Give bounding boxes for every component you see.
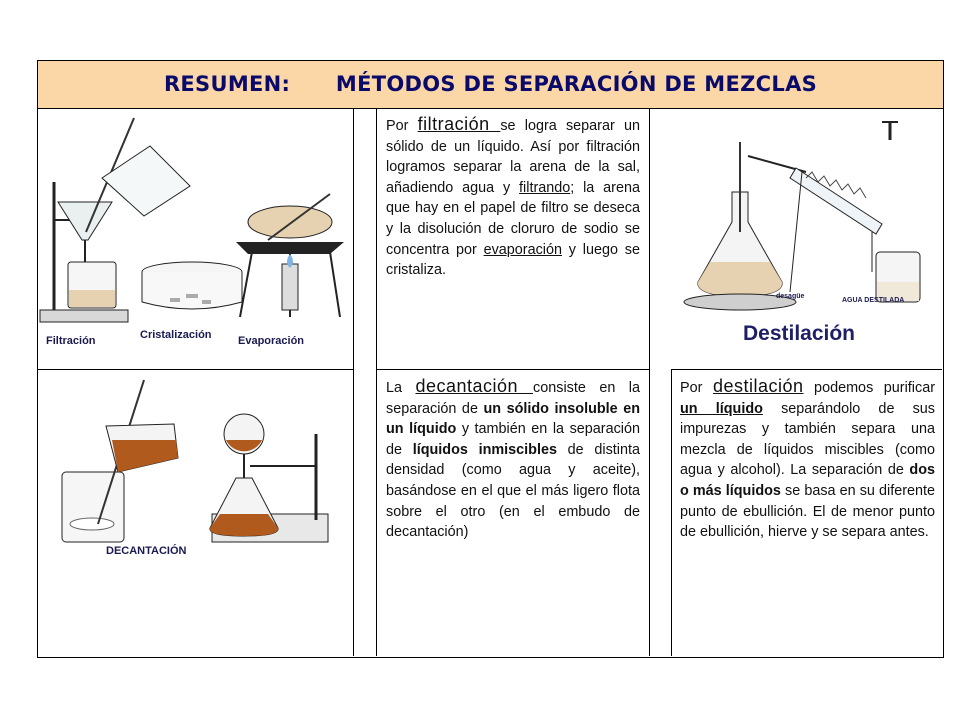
grid-line <box>649 370 650 656</box>
distillation-text <box>680 376 935 543</box>
pouring-beaker <box>102 146 190 216</box>
underlined-evaporacion: evaporación <box>483 241 562 258</box>
filtration-crystallization-evaporation-illustration <box>40 112 350 367</box>
grid-line <box>353 108 354 656</box>
bold-run: un sólido insoluble en un líquido <box>386 400 640 438</box>
grid-line <box>671 369 942 370</box>
condenser <box>790 168 882 234</box>
text-run: y también en la separación de <box>386 421 640 458</box>
keyword-destilacion: destilación <box>712 376 804 396</box>
evaporating-dish <box>248 206 332 238</box>
title-main: MÉTODOS DE SEPARACIÓN DE MEZCLAS <box>335 72 818 96</box>
label-decantacion: DECANTACIÓN <box>106 545 187 557</box>
grid-line <box>37 369 353 370</box>
distillation-illustration <box>676 112 940 320</box>
bold-run: un líquido <box>680 400 763 417</box>
text-run: podemos purificar <box>803 380 935 396</box>
keyword-decantacion: decantación <box>415 376 534 396</box>
text-run: Por <box>680 380 713 396</box>
distillation-title: Destilación <box>742 322 856 345</box>
wire-gauze <box>236 242 344 254</box>
text-run: de distinta densidad (como agua y aceite), basándose en el que el más ligero flota sobre el otro (en el embudo de decantación) <box>386 441 640 541</box>
crystal <box>170 298 180 302</box>
decantation-beaker <box>62 472 124 542</box>
bold-run: dos o más líquidos <box>680 462 935 499</box>
text-run: Por <box>386 118 418 134</box>
text-run: separándolo de sus impurezas y también separa una mezcla de líquidos miscibles (como agua y alcohol). La separación de <box>680 400 935 479</box>
grid-line <box>376 108 377 656</box>
text-run: se logra separar un sólido de un líquido. Así por filtración logramos separar la arena de la sal, añadiendo agua y <box>386 118 640 196</box>
text-run: La <box>386 380 416 396</box>
label-desague: desagüe <box>776 293 805 300</box>
filtration-text <box>386 114 640 281</box>
burner <box>282 264 298 310</box>
decantation-text <box>386 376 640 543</box>
text-run: se basa en su diferente punto de ebullición. El de menor punto de ebullición, hierve y se separa antes. <box>680 482 935 541</box>
label-agua-destilada: AGUA DESTILADA <box>842 297 905 304</box>
stand-base <box>40 310 128 322</box>
grid-line <box>671 370 672 656</box>
text-run: ; la arena que hay en el papel de filtro se deseca y la disolución de cloruro de sodio se concentra por <box>386 179 640 258</box>
crystal <box>186 294 198 298</box>
table-title <box>38 61 943 108</box>
label-cristalizacion: Cristalización <box>140 329 212 341</box>
label-evaporacion: Evaporación <box>238 335 305 347</box>
grid-line <box>376 369 649 370</box>
filtrate <box>69 290 115 307</box>
text-run: consiste en la separación de <box>386 380 640 417</box>
grid-line <box>649 108 650 370</box>
bold-run: líquidos inmiscibles <box>412 441 557 458</box>
text-run: y luego se cristaliza. <box>386 241 640 279</box>
decantation-liquid <box>112 440 178 472</box>
beaker-liquid <box>70 518 114 530</box>
underlined-filtrando: filtrando <box>519 179 571 196</box>
crystal <box>202 300 211 304</box>
water-out-tube <box>790 172 802 292</box>
keyword-filtracion: filtración <box>417 114 501 134</box>
label-filtracion: Filtración <box>46 335 96 347</box>
flask-liquid <box>698 262 782 296</box>
erlenmeyer-liquid <box>210 514 278 536</box>
decantation-illustration <box>40 374 350 564</box>
crystallizing-dish <box>142 272 242 309</box>
title-prefix: RESUMEN: <box>163 72 291 96</box>
